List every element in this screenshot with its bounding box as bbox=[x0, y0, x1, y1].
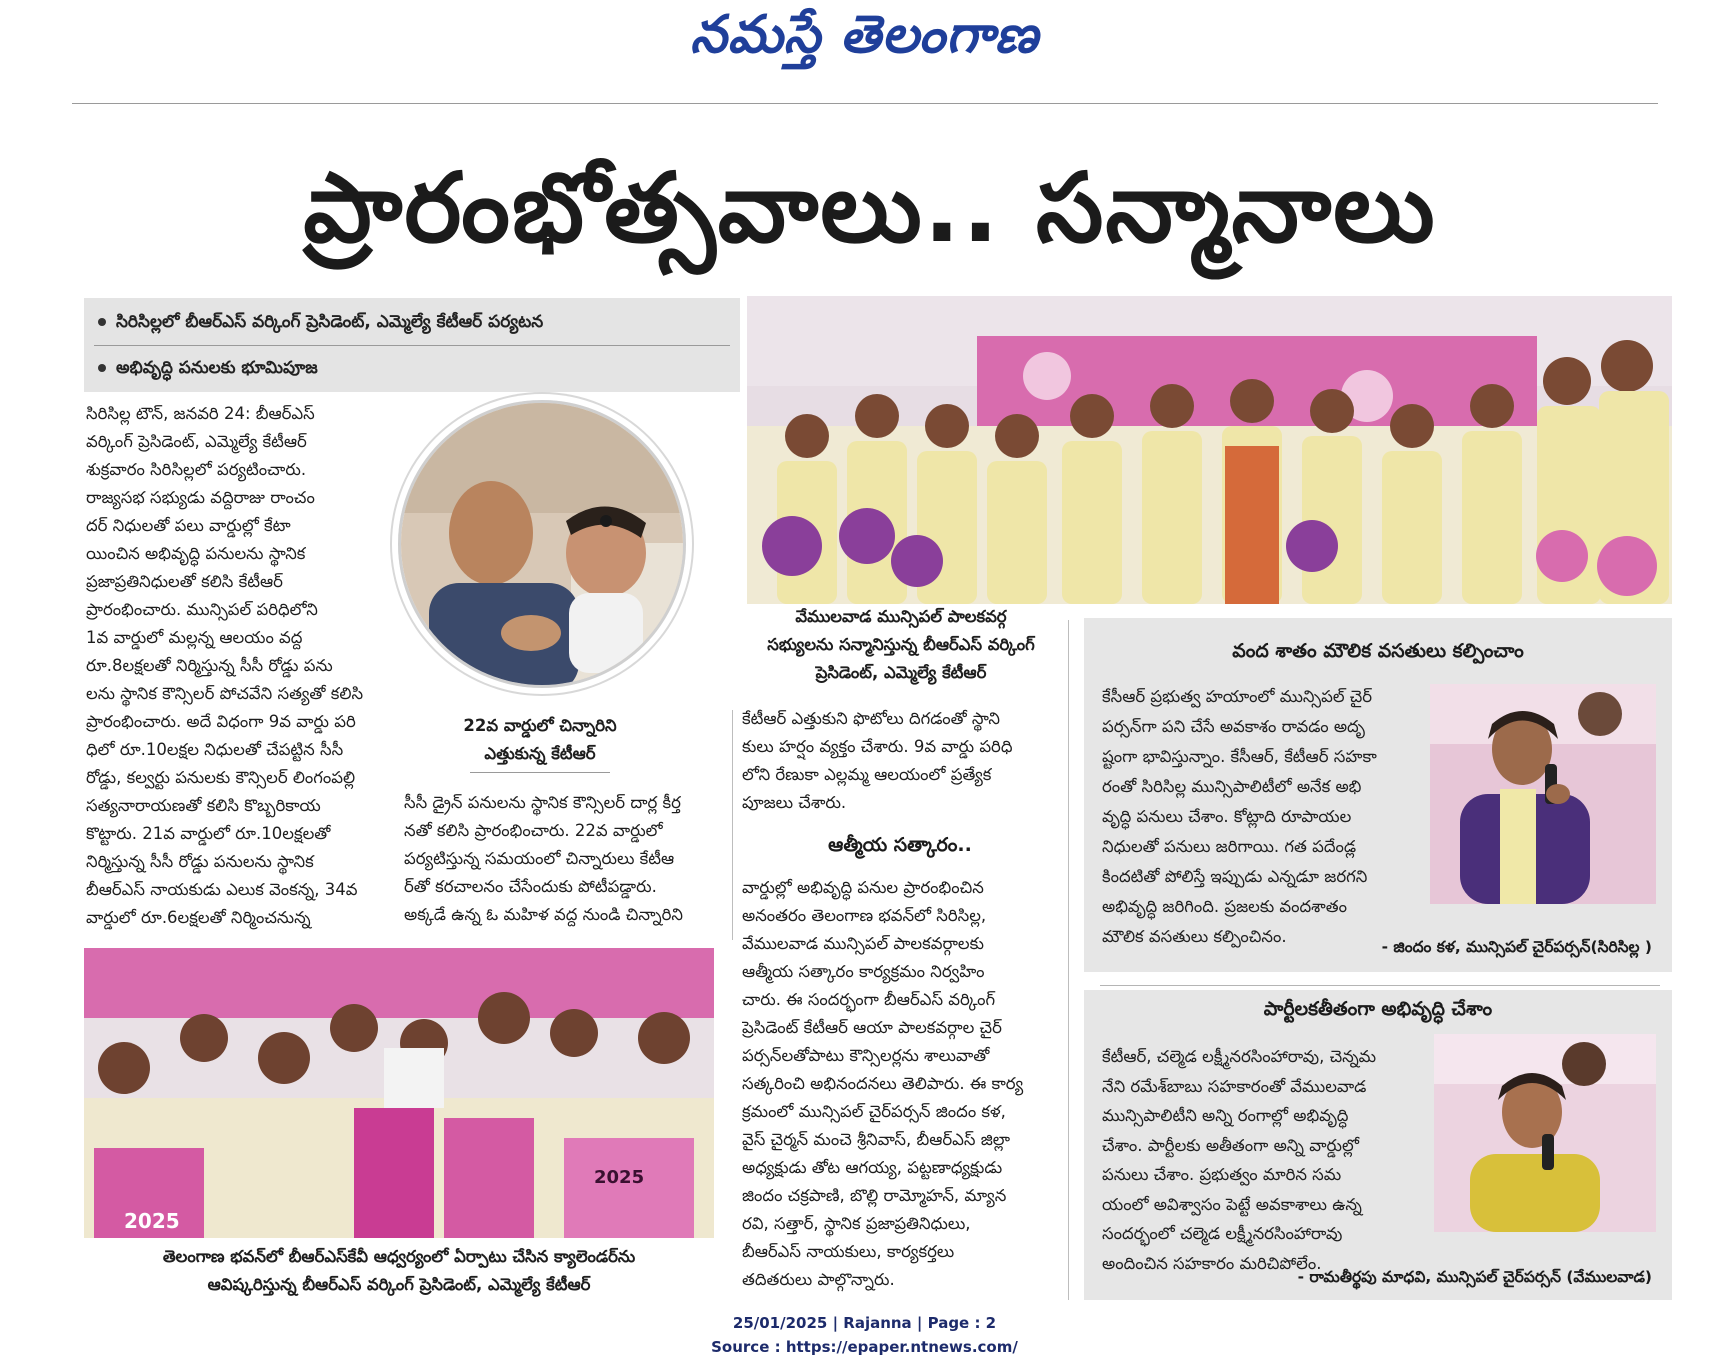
sidebar-line: మౌలిక వసతులు కల్పించినం. bbox=[1102, 927, 1287, 946]
article-line: సీసీ డ్రైన్ పనులను స్థానిక కౌన్సిలర్ దార్ల కీర్త bbox=[404, 793, 681, 812]
kicker-1 bbox=[98, 312, 543, 336]
sidebar-line: నిధులతో పనులు జరిగాయి. గత పదేండ్ల bbox=[1102, 837, 1357, 856]
sidebar-line: కిందటితో పోలిస్తే ఇప్పుడు ఎన్నడూ జరగని bbox=[1102, 867, 1368, 886]
sidebar-1-body bbox=[1102, 682, 1406, 962]
kicker-box bbox=[84, 298, 740, 392]
sidebar-1-title: వంద శాతం మౌలిక వసతులు కల్పించాం bbox=[1232, 640, 1524, 662]
article-line: సత్యనారాయణతో కలిసి కొబ్బరికాయ bbox=[86, 796, 321, 815]
sidebar-line: మున్సిపాలిటీని అన్ని రంగాల్లో అభివృద్ధి bbox=[1102, 1106, 1349, 1125]
article-line: చారు. ఈ సందర్భంగా బీఆర్ఎస్ వర్కింగ్ bbox=[742, 990, 996, 1009]
article-line: 1వ వార్డులో మల్లన్న ఆలయం వద్ద bbox=[86, 628, 303, 647]
sidebar-quote-1 bbox=[1084, 618, 1672, 972]
sidebar-line: పనులు చేశాం. ప్రభుత్వం మారిన సమ bbox=[1102, 1165, 1342, 1184]
round-photo-caption-line-1: 22వ వార్డులో చిన్నారిని bbox=[463, 716, 617, 735]
article-line: వార్డుల్లో అభివృద్ధి పనుల ప్రారంభించిన bbox=[742, 878, 984, 897]
round-photo-caption-line-2: ఎత్తుకున్న కేటీఆర్ bbox=[484, 744, 596, 763]
felicitation-caption-line-2: సభ్యులను సన్మానిస్తున్న బీఆర్ఎస్ వర్కింగ్ bbox=[767, 635, 1035, 654]
sidebar-line: పర్సన్‌గా పని చేసే అవకాశం రావడం అదృ bbox=[1102, 717, 1365, 736]
article-line: బీఆర్ఎస్ నాయకులు, కార్యకర్తలు bbox=[742, 1242, 955, 1261]
sidebar-line: అందించిన సహకారం మరిచిపోలేం. bbox=[1102, 1253, 1322, 1273]
article-line: శుక్రవారం సిరిసిల్లలో పర్యటించారు. bbox=[86, 460, 307, 479]
calendar-caption-line-1: తెలంగాణ భవన్‌లో బీఆర్ఎస్‌కేవీ ఆధ్వర్యంలో ఏర్పాటు చేసిన క్యాలెండర్‌ను bbox=[162, 1247, 636, 1266]
article-line: లోని రేణుకా ఎల్లమ్మ ఆలయంలో ప్రత్యేక bbox=[742, 765, 992, 784]
headline: ప్రారంభోత్సవాలు.. సన్మానాలు bbox=[303, 152, 1437, 264]
sidebar-2-photo bbox=[1434, 1034, 1656, 1232]
masthead-logo: నమస్తే తెలంగాణ bbox=[690, 4, 1039, 65]
sidebar-1-photo-illustration bbox=[1430, 684, 1656, 904]
section-subhead: ఆత్మీయ సత్కారం.. bbox=[828, 834, 972, 856]
page-footer-source: Source : https://epaper.ntnews.com/ bbox=[711, 1338, 1018, 1356]
round-photo bbox=[398, 400, 686, 688]
article-line: నిర్మిస్తున్న సీసీ రోడ్డు పనులను స్థానిక bbox=[86, 852, 314, 871]
article-line: పర్సన్‌లతోపాటు కౌన్సిలర్లను శాలువాతో bbox=[742, 1046, 990, 1065]
column-divider-2 bbox=[1068, 620, 1069, 1300]
sidebar-separator bbox=[1100, 985, 1660, 986]
sidebar-2-body bbox=[1102, 1042, 1414, 1282]
article-line: లను స్థానిక కౌన్సిలర్ పోచవేని సత్యతో కలిసి bbox=[86, 684, 364, 703]
article-column-2 bbox=[404, 789, 714, 939]
article-line: కేటీఆర్ ఎత్తుకుని ఫొటోలు దిగడంతో స్థాని bbox=[742, 709, 1001, 728]
article-column-3-top bbox=[742, 705, 1058, 825]
sidebar-2-title: పార్టీలకతీతంగా అభివృద్ధి చేశాం bbox=[1263, 998, 1493, 1020]
article-line: పూజలు చేశారు. bbox=[742, 793, 847, 812]
calendar-year-text: 2025 bbox=[124, 1209, 180, 1233]
sidebar-line: యంలో అవిశ్వాసం పెట్టే అవకాశాలు ఉన్న bbox=[1102, 1194, 1362, 1214]
kicker-2 bbox=[98, 358, 318, 382]
article-line: ర్‌తో కరచాలనం చేసేందుకు పోటీపడ్డారు. bbox=[404, 877, 657, 896]
article-line: ధిలో రూ.10లక్షల నిధులతో చేపట్టిన సీసీ bbox=[86, 740, 344, 759]
article-line: సత్కరించి అభినందనలు తెలిపారు. ఈ కార్య bbox=[742, 1074, 1024, 1093]
article-line: నతో కలిసి ప్రారంభించారు. 22వ వార్డులో bbox=[404, 821, 663, 840]
round-photo-illustration bbox=[401, 403, 683, 685]
article-line: దర్ నిధులతో పలు వార్డుల్లో కేటా bbox=[86, 516, 291, 535]
felicitation-photo-illustration bbox=[747, 296, 1672, 604]
masthead-rule bbox=[72, 103, 1658, 104]
calendar-photo-illustration bbox=[84, 948, 714, 1238]
article-line: కులు హర్షం వ్యక్తం చేశారు. 9వ వార్డు పరిధి bbox=[742, 737, 1013, 756]
bullet-icon bbox=[98, 364, 106, 372]
bullet-icon bbox=[98, 318, 106, 326]
sidebar-line: అభివృద్ధి జరిగింది. ప్రజలకు వందశాతం bbox=[1102, 897, 1347, 916]
article-line: అనంతరం తెలంగాణ భవన్‌లో సిరిసిల్ల, bbox=[742, 906, 987, 925]
article-line: ఆత్మీయ సత్కారం కార్యక్రమం నిర్వహిం bbox=[742, 962, 985, 981]
article-line: రోడ్డు, కల్వర్టు పనులకు కౌన్సిలర్ లింగంపల్లి bbox=[86, 768, 356, 787]
sidebar-1-signature: - జిందం కళ, మున్సిపల్ చైర్‌పర్సన్(సిరిసిల్ల ) bbox=[1381, 938, 1652, 956]
page-footer-date: 25/01/2025 | Rajanna | Page : 2 bbox=[732, 1314, 997, 1332]
article-line: క్రమంలో మున్సిపల్ చైర్‌పర్సన్ జిందం కళ, bbox=[742, 1102, 1006, 1121]
sidebar-line: కేటీఆర్, చల్మెడ లక్ష్మీనరసింహారావు, చెన్నమ bbox=[1102, 1047, 1377, 1066]
article-line: ప్రజాప్రతినిధులతో కలిసి కేటీఆర్ bbox=[86, 572, 283, 591]
article-line: అధ్యక్షుడు తోట ఆగయ్య, పట్టణాధ్యక్షుడు bbox=[742, 1158, 1003, 1177]
article-line: పర్యటిస్తున్న సమయంలో చిన్నారులు కేటీఆ bbox=[404, 849, 675, 868]
article-line: ప్రారంభించారు. మున్సిపల్ పరిధిలోని bbox=[86, 600, 318, 619]
sidebar-line: చేశాం. పార్టీలకు అతీతంగా అన్ని వార్డుల్లో bbox=[1102, 1135, 1359, 1155]
article-line: తదితరులు పాల్గొన్నారు. bbox=[742, 1270, 895, 1289]
article-line: రవి, సత్తార్, స్థానిక ప్రజాప్రతినిధులు, bbox=[742, 1214, 971, 1233]
felicitation-caption-line-3: ప్రెసిడెంట్, ఎమ్మెల్యే కేటీఆర్ bbox=[815, 663, 987, 682]
round-photo-caption bbox=[400, 712, 680, 768]
calendar-photo-caption bbox=[84, 1243, 714, 1299]
felicitation-photo bbox=[747, 296, 1672, 604]
sidebar-2-signature: - రామతీర్థపు మాధవి, మున్సిపల్ చైర్‌పర్సన్ (వేములవాడ) bbox=[1297, 1268, 1652, 1286]
kicker-2-text: అభివృద్ధి పనులకు భూమిపూజ bbox=[116, 358, 318, 378]
sidebar-1-photo bbox=[1430, 684, 1656, 904]
sidebar-line: సందర్భంలో చల్మెడ లక్ష్మీనరసింహారావు bbox=[1102, 1224, 1343, 1243]
article-line: అక్కడే ఉన్న ఓ మహిళ వద్ద నుండి చిన్నారిని bbox=[404, 905, 683, 924]
article-column-3-bottom bbox=[742, 874, 1058, 1294]
kicker-divider bbox=[94, 345, 730, 346]
article-line: రాజ్యసభ సభ్యుడు వద్దిరాజు రాంచం bbox=[86, 488, 315, 507]
article-line: ప్రెసిడెంట్ కేటీఆర్ ఆయా పాలకవర్గాల చైర్ bbox=[742, 1018, 1002, 1037]
article-line: ప్రారంభించారు. అదే విధంగా 9వ వార్డు పరి bbox=[86, 712, 356, 731]
article-line: వార్డులో రూ.6లక్షలతో నిర్మించనున్న bbox=[86, 908, 311, 927]
sidebar-line: వృద్ధి పనులు చేశాం. కోట్లాది రూపాయల bbox=[1102, 807, 1352, 826]
sidebar-line: నేని రమేశ్‌బాబు సహకారంతో వేములవాడ bbox=[1102, 1076, 1367, 1096]
calendar-photo bbox=[84, 948, 714, 1238]
kicker-1-text: సిరిసిల్లలో బీఆర్ఎస్ వర్కింగ్ ప్రెసిడెంట్, ఎమ్మెల్యే కేటీఆర్ పర్యటన bbox=[116, 312, 544, 332]
article-line: బీఆర్ఎస్ నాయకుడు ఎలుక వెంకన్న, 34వ bbox=[86, 880, 358, 899]
caption-underline bbox=[470, 772, 610, 773]
calendar-caption-line-2: ఆవిష్కరిస్తున్న బీఆర్ఎస్ వర్కింగ్ ప్రెసిడెంట్, ఎమ్మెల్యే కేటీఆర్ bbox=[207, 1275, 591, 1294]
sidebar-line: కేసీఆర్ ప్రభుత్వ హయాంలో మున్సిపల్ చైర్ bbox=[1102, 687, 1373, 706]
article-line: వర్కింగ్ ప్రెసిడెంట్, ఎమ్మెల్యే కేటీఆర్ bbox=[86, 432, 307, 451]
sidebar-line: ష్టంగా భావిస్తున్నాం. కేసీఆర్, కేటీఆర్ సహకా bbox=[1102, 747, 1377, 766]
article-line: సిరిసిల్ల టౌన్, జనవరి 24: బీఆర్ఎస్ bbox=[86, 404, 315, 423]
felicitation-caption-line-1: వేములవాడ మున్సిపల్ పాలకవర్గ bbox=[795, 607, 1007, 626]
felicitation-photo-caption bbox=[747, 603, 1055, 687]
article-line: వైస్ చైర్మన్ మంచె శ్రీనివాస్, బీఆర్ఎస్ జిల్లా bbox=[742, 1130, 1011, 1149]
article-column-1 bbox=[86, 400, 386, 940]
article-line: యించిన అభివృద్ధి పనులను స్థానిక bbox=[86, 544, 306, 563]
column-divider-1 bbox=[732, 710, 733, 940]
article-line: కొట్టారు. 21వ వార్డులో రూ.10లక్షలతో bbox=[86, 824, 331, 843]
sidebar-quote-2 bbox=[1084, 990, 1672, 1300]
sidebar-2-photo-illustration bbox=[1434, 1034, 1656, 1232]
calendar-year-text-2: 2025 bbox=[594, 1167, 645, 1188]
article-line: వేములవాడ మున్సిపల్ పాలకవర్గాలకు bbox=[742, 934, 984, 953]
sidebar-line: రంతో సిరిసిల్ల మున్సిపాలిటీలో అనేక అభి bbox=[1102, 777, 1362, 796]
article-line: రూ.8లక్షలతో నిర్మిస్తున్న సీసీ రోడ్డు పను bbox=[86, 656, 333, 675]
article-line: జిందం చక్రపాణి, బొల్లి రామ్మోహన్, మ్యాన bbox=[742, 1186, 1007, 1205]
